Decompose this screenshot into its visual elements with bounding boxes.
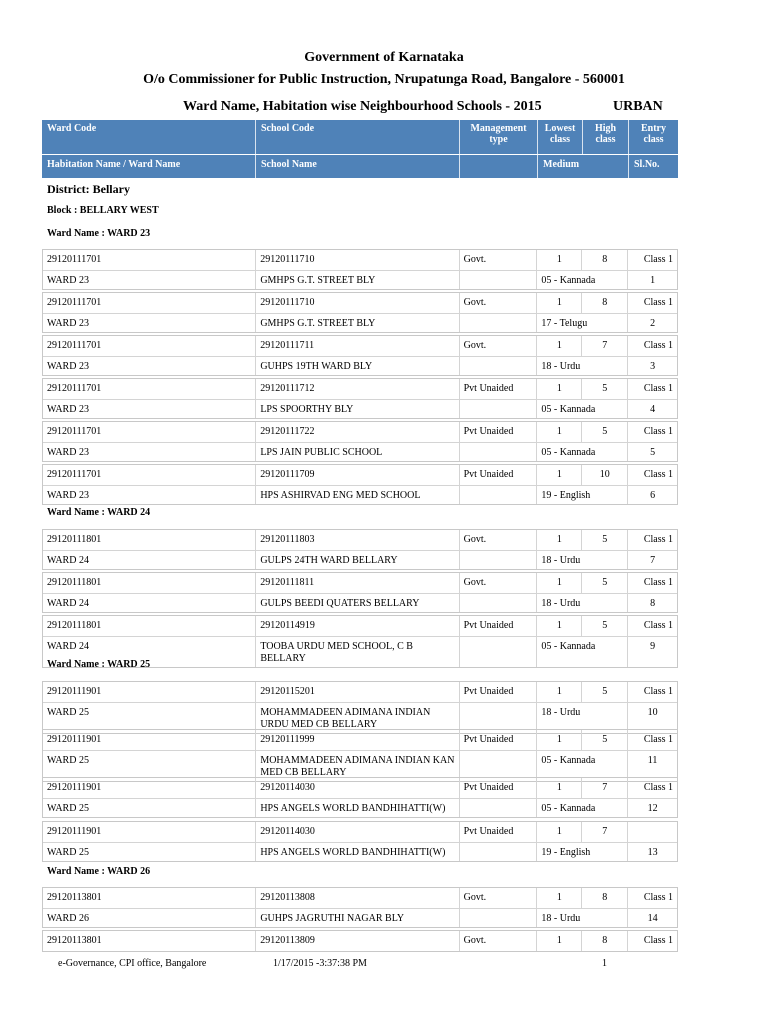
lowest-class-cell: 1 xyxy=(537,573,582,593)
lowest-class-cell: 1 xyxy=(537,931,582,951)
ward-name-cell: WARD 24 xyxy=(43,637,256,667)
blank-cell xyxy=(460,357,538,375)
record-line-1 xyxy=(43,379,677,399)
high-class-cell: 5 xyxy=(582,682,628,702)
ward-code-cell: 29120111701 xyxy=(43,379,256,399)
management-type-cell: Govt. xyxy=(460,336,538,356)
table-row xyxy=(42,572,678,613)
medium-cell: 05 - Kannada xyxy=(537,751,628,781)
slno-cell: 13 xyxy=(647,847,658,858)
table-row xyxy=(42,529,678,570)
record-line-1 xyxy=(43,682,677,702)
ward-name-label: Ward Name : WARD 26 xyxy=(47,866,151,877)
management-type-cell: Govt. xyxy=(460,888,538,908)
school-code-cell: 29120111999 xyxy=(256,730,459,750)
lowest-class-cell: 1 xyxy=(537,778,582,798)
ward-name-label: Ward Name : WARD 24 xyxy=(47,507,151,518)
school-code-cell: 29120111710 xyxy=(256,293,459,313)
slno-cell: 7 xyxy=(650,555,656,566)
area-type-label: URBAN xyxy=(613,99,663,114)
school-code-cell: 29120111722 xyxy=(256,422,459,442)
ward-name-cell: WARD 23 xyxy=(43,486,256,504)
col-management-type: Management type xyxy=(460,120,538,154)
entry-class-cell: Class 1 xyxy=(643,620,673,631)
record-line-2 xyxy=(43,550,677,569)
school-name-cell: GMHPS G.T. STREET BLY xyxy=(256,314,459,332)
ward-name-cell: WARD 26 xyxy=(43,909,256,927)
management-type-cell: Govt. xyxy=(460,573,538,593)
blank-cell xyxy=(460,314,538,332)
school-code-cell: 29120114030 xyxy=(256,822,459,842)
table-header-row-2 xyxy=(42,155,678,178)
school-code-cell: 29120114919 xyxy=(256,616,459,636)
footer-page-number: 1 xyxy=(602,958,607,969)
report-title-subject: Ward Name, Habitation wise Neighbourhood Schools - 2015 xyxy=(183,99,542,114)
medium-cell: 05 - Kannada xyxy=(537,637,628,667)
record-line-1 xyxy=(43,250,677,270)
report-title-government: Government of Karnataka xyxy=(304,50,464,65)
col-ward-code: Ward Code xyxy=(42,120,256,154)
blank-cell xyxy=(460,594,538,612)
lowest-class-cell: 1 xyxy=(537,336,582,356)
ward-code-cell: 29120111701 xyxy=(43,293,256,313)
lowest-class-cell: 1 xyxy=(537,822,582,842)
slno-cell: 1 xyxy=(650,275,656,286)
lowest-class-cell: 1 xyxy=(537,888,582,908)
lowest-class-cell: 1 xyxy=(537,379,582,399)
col-lowest-class: Lowest class xyxy=(538,120,583,154)
ward-name-cell: WARD 23 xyxy=(43,400,256,418)
school-code-cell: 29120111710 xyxy=(256,250,459,270)
management-type-cell: Pvt Unaided xyxy=(460,465,538,485)
lowest-class-cell: 1 xyxy=(537,293,582,313)
slno-cell: 12 xyxy=(647,803,658,814)
ward-name-cell: WARD 25 xyxy=(43,703,256,733)
high-class-cell: 8 xyxy=(582,250,628,270)
entry-class-cell xyxy=(628,822,677,842)
table-row xyxy=(42,729,678,782)
col-school-code: School Code xyxy=(256,120,460,154)
record-line-1 xyxy=(43,336,677,356)
ward-name-cell: WARD 23 xyxy=(43,357,256,375)
record-line-2 xyxy=(43,798,677,817)
management-type-cell: Pvt Unaided xyxy=(460,730,538,750)
slno-cell: 9 xyxy=(650,641,656,652)
school-code-cell: 29120115201 xyxy=(256,682,459,702)
medium-cell: 18 - Urdu xyxy=(537,357,628,375)
ward-name-cell: WARD 24 xyxy=(43,594,256,612)
ward-name-cell: WARD 25 xyxy=(43,799,256,817)
entry-class-cell: Class 1 xyxy=(643,734,673,745)
record-line-2 xyxy=(43,356,677,375)
school-name-cell: TOOBA URDU MED SCHOOL, C B BELLARY xyxy=(256,637,459,667)
management-type-cell: Pvt Unaided xyxy=(460,682,538,702)
school-name-cell: GUHPS JAGRUTHI NAGAR BLY xyxy=(256,909,459,927)
school-name-cell: MOHAMMADEEN ADIMANA INDIAN KAN MED CB BELLARY xyxy=(256,751,459,781)
high-class-cell: 5 xyxy=(582,379,628,399)
high-class-cell: 7 xyxy=(582,336,628,356)
record-line-2 xyxy=(43,485,677,504)
school-code-cell: 29120111811 xyxy=(256,573,459,593)
ward-name-cell: WARD 23 xyxy=(43,314,256,332)
record-line-1 xyxy=(43,778,677,798)
high-class-cell: 8 xyxy=(582,931,628,951)
school-name-cell: HPS ANGELS WORLD BANDHIHATTI(W) xyxy=(256,843,459,861)
record-line-1 xyxy=(43,822,677,842)
school-name-cell: GULPS 24TH WARD BELLARY xyxy=(256,551,459,569)
management-type-cell: Pvt Unaided xyxy=(460,616,538,636)
ward-code-cell: 29120111701 xyxy=(43,250,256,270)
ward-code-cell: 29120111801 xyxy=(43,530,256,550)
entry-class-cell: Class 1 xyxy=(643,534,673,545)
ward-name-label: Ward Name : WARD 25 xyxy=(47,659,151,670)
record-line-2 xyxy=(43,842,677,861)
entry-class-cell: Class 1 xyxy=(643,469,673,480)
ward-code-cell: 29120111701 xyxy=(43,465,256,485)
high-class-cell: 5 xyxy=(582,422,628,442)
school-code-cell: 29120111711 xyxy=(256,336,459,356)
entry-class-cell: Class 1 xyxy=(643,254,673,265)
ward-code-cell: 29120111901 xyxy=(43,730,256,750)
record-line-1 xyxy=(43,931,677,951)
record-line-2 xyxy=(43,908,677,927)
school-code-cell: 29120111712 xyxy=(256,379,459,399)
record-line-2 xyxy=(43,313,677,332)
medium-cell: 18 - Urdu xyxy=(537,909,628,927)
col-school-name: School Name xyxy=(256,155,460,178)
table-row xyxy=(42,292,678,333)
medium-cell: 05 - Kannada xyxy=(537,400,628,418)
record-line-2 xyxy=(43,399,677,418)
medium-cell: 18 - Urdu xyxy=(537,594,628,612)
table-row xyxy=(42,464,678,505)
medium-cell: 17 - Telugu xyxy=(537,314,628,332)
high-class-cell: 5 xyxy=(582,573,628,593)
col-blank xyxy=(460,155,538,178)
medium-cell: 18 - Urdu xyxy=(537,703,628,733)
entry-class-cell: Class 1 xyxy=(643,340,673,351)
ward-code-cell: 29120113801 xyxy=(43,931,256,951)
high-class-cell: 7 xyxy=(582,822,628,842)
entry-class-cell: Class 1 xyxy=(643,935,673,946)
blank-cell xyxy=(460,443,538,461)
record-line-1 xyxy=(43,422,677,442)
high-class-cell: 10 xyxy=(582,465,628,485)
entry-class-cell: Class 1 xyxy=(643,297,673,308)
table-row xyxy=(42,887,678,928)
footer-timestamp: 1/17/2015 -3:37:38 PM xyxy=(273,958,367,969)
table-header-row-1 xyxy=(42,120,678,154)
blank-cell xyxy=(460,271,538,289)
ward-name-cell: WARD 25 xyxy=(43,751,256,781)
ward-name-cell: WARD 23 xyxy=(43,271,256,289)
high-class-cell: 8 xyxy=(582,888,628,908)
school-name-cell: LPS SPOORTHY BLY xyxy=(256,400,459,418)
col-habitation-name: Habitation Name / Ward Name xyxy=(42,155,256,178)
record-line-1 xyxy=(43,465,677,485)
table-row xyxy=(42,681,678,734)
ward-code-cell: 29120111901 xyxy=(43,822,256,842)
slno-cell: 4 xyxy=(650,404,656,415)
blank-cell xyxy=(460,909,538,927)
school-name-cell: GULPS BEEDI QUATERS BELLARY xyxy=(256,594,459,612)
school-code-cell: 29120113809 xyxy=(256,931,459,951)
school-name-cell: LPS JAIN PUBLIC SCHOOL xyxy=(256,443,459,461)
table-row xyxy=(42,378,678,419)
ward-code-cell: 29120113801 xyxy=(43,888,256,908)
block-label: Block : BELLARY WEST xyxy=(47,205,159,216)
entry-class-cell: Class 1 xyxy=(643,426,673,437)
lowest-class-cell: 1 xyxy=(537,616,582,636)
school-code-cell: 29120113808 xyxy=(256,888,459,908)
management-type-cell: Pvt Unaided xyxy=(460,379,538,399)
lowest-class-cell: 1 xyxy=(537,682,582,702)
lowest-class-cell: 1 xyxy=(537,530,582,550)
medium-cell: 05 - Kannada xyxy=(537,271,628,289)
table-row xyxy=(42,421,678,462)
slno-cell: 3 xyxy=(650,361,656,372)
medium-cell: 19 - English xyxy=(537,486,628,504)
ward-code-cell: 29120111801 xyxy=(43,573,256,593)
ward-code-cell: 29120111901 xyxy=(43,778,256,798)
slno-cell: 8 xyxy=(650,598,656,609)
district-label: District: Bellary xyxy=(47,182,130,196)
high-class-cell: 5 xyxy=(582,616,628,636)
entry-class-cell: Class 1 xyxy=(643,782,673,793)
school-code-cell: 29120111709 xyxy=(256,465,459,485)
record-line-1 xyxy=(43,573,677,593)
table-row xyxy=(42,335,678,376)
ward-name-label: Ward Name : WARD 23 xyxy=(47,228,151,239)
record-line-2 xyxy=(43,593,677,612)
school-name-cell: GMHPS G.T. STREET BLY xyxy=(256,271,459,289)
medium-cell: 05 - Kannada xyxy=(537,443,628,461)
entry-class-cell: Class 1 xyxy=(643,383,673,394)
blank-cell xyxy=(460,799,538,817)
ward-code-cell: 29120111701 xyxy=(43,336,256,356)
blank-cell xyxy=(460,486,538,504)
lowest-class-cell: 1 xyxy=(537,465,582,485)
school-name-cell: MOHAMMADEEN ADIMANA INDIAN URDU MED CB BELLARY xyxy=(256,703,459,733)
lowest-class-cell: 1 xyxy=(537,730,582,750)
record-line-1 xyxy=(43,888,677,908)
slno-cell: 5 xyxy=(650,447,656,458)
school-name-cell: GUHPS 19TH WARD BLY xyxy=(256,357,459,375)
ward-name-cell: WARD 24 xyxy=(43,551,256,569)
entry-class-cell: Class 1 xyxy=(643,577,673,588)
slno-cell: 11 xyxy=(647,755,658,766)
table-row xyxy=(42,777,678,818)
ward-name-cell: WARD 23 xyxy=(43,443,256,461)
ward-code-cell: 29120111701 xyxy=(43,422,256,442)
high-class-cell: 8 xyxy=(582,293,628,313)
blank-cell xyxy=(460,400,538,418)
management-type-cell: Pvt Unaided xyxy=(460,822,538,842)
school-name-cell: HPS ANGELS WORLD BANDHIHATTI(W) xyxy=(256,799,459,817)
entry-class-cell: Class 1 xyxy=(643,892,673,903)
blank-cell xyxy=(460,637,538,667)
high-class-cell: 5 xyxy=(582,530,628,550)
slno-cell: 6 xyxy=(650,490,656,501)
lowest-class-cell: 1 xyxy=(537,422,582,442)
lowest-class-cell: 1 xyxy=(537,250,582,270)
slno-cell: 14 xyxy=(647,913,658,924)
school-name-cell: HPS ASHIRVAD ENG MED SCHOOL xyxy=(256,486,459,504)
ward-code-cell: 29120111801 xyxy=(43,616,256,636)
management-type-cell: Govt. xyxy=(460,250,538,270)
record-line-1 xyxy=(43,730,677,750)
medium-cell: 19 - English xyxy=(537,843,628,861)
ward-code-cell: 29120111901 xyxy=(43,682,256,702)
blank-cell xyxy=(460,843,538,861)
medium-cell: 05 - Kannada xyxy=(537,799,628,817)
table-row xyxy=(42,930,678,952)
high-class-cell: 7 xyxy=(582,778,628,798)
high-class-cell: 5 xyxy=(582,730,628,750)
record-line-1 xyxy=(43,293,677,313)
report-title-office: O/o Commissioner for Public Instruction, Nrupatunga Road, Bangalore - 560001 xyxy=(143,72,625,87)
record-line-1 xyxy=(43,616,677,636)
medium-cell: 18 - Urdu xyxy=(537,551,628,569)
footer-office: e-Governance, CPI office, Bangalore xyxy=(58,958,207,969)
record-line-2 xyxy=(43,442,677,461)
management-type-cell: Pvt Unaided xyxy=(460,778,538,798)
management-type-cell: Govt. xyxy=(460,931,538,951)
record-line-1 xyxy=(43,530,677,550)
col-slno: Sl.No. xyxy=(634,159,660,170)
school-code-cell: 29120111803 xyxy=(256,530,459,550)
table-row xyxy=(42,249,678,290)
ward-name-cell: WARD 25 xyxy=(43,843,256,861)
management-type-cell: Govt. xyxy=(460,530,538,550)
col-entry-class: Entry class xyxy=(641,123,666,145)
col-high-class: High class xyxy=(583,120,629,154)
school-code-cell: 29120114030 xyxy=(256,778,459,798)
management-type-cell: Pvt Unaided xyxy=(460,422,538,442)
entry-class-cell: Class 1 xyxy=(643,686,673,697)
management-type-cell: Govt. xyxy=(460,293,538,313)
blank-cell xyxy=(460,551,538,569)
slno-cell: 2 xyxy=(650,318,656,329)
slno-cell: 10 xyxy=(647,707,658,718)
table-row xyxy=(42,821,678,862)
col-medium: Medium xyxy=(538,155,629,178)
record-line-2 xyxy=(43,270,677,289)
